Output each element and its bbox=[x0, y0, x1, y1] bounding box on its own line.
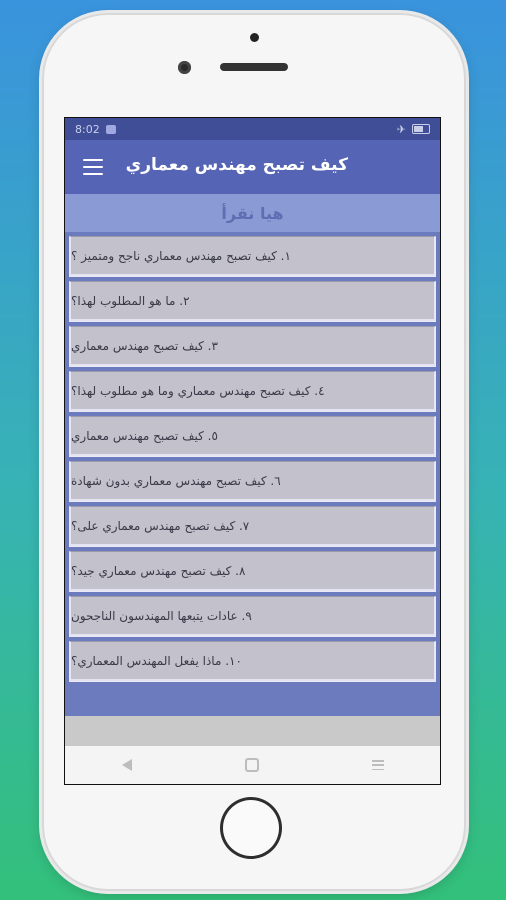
app-bar bbox=[65, 140, 440, 194]
back-icon[interactable] bbox=[122, 759, 132, 771]
sensor-dot bbox=[250, 33, 259, 42]
list-item-label: ٤. كيف تصبح مهندس معماري وما هو مطلوب لهذا؟ bbox=[71, 383, 325, 398]
android-nav-bar bbox=[65, 746, 440, 784]
battery-icon bbox=[412, 124, 430, 134]
list-item[interactable] bbox=[69, 596, 436, 636]
status-time: 8:02 bbox=[75, 122, 100, 136]
home-icon[interactable] bbox=[245, 758, 259, 772]
status-bar bbox=[65, 118, 440, 140]
banner-label: هيا نقرأ bbox=[221, 203, 284, 223]
physical-home-button[interactable] bbox=[220, 797, 282, 859]
front-camera bbox=[178, 61, 191, 74]
list-item[interactable] bbox=[69, 551, 436, 591]
airplane-icon: ✈ bbox=[396, 122, 406, 136]
list-item-label: ٦. كيف تصبح مهندس معماري بدون شهادة bbox=[71, 473, 281, 488]
list-item[interactable] bbox=[69, 236, 436, 276]
hamburger-menu-icon[interactable] bbox=[83, 159, 103, 175]
list-item-label: ٥. كيف تصبح مهندس معماري bbox=[71, 428, 218, 443]
list-item-label: ٧. كيف تصبح مهندس معماري على؟ bbox=[71, 518, 250, 533]
list-item-label: ٢. ما هو المطلوب لهذا؟ bbox=[71, 293, 190, 308]
list-item-label: ١. كيف تصبح مهندس معماري ناجح ومتميز ؟ bbox=[71, 248, 291, 263]
read-banner[interactable] bbox=[65, 194, 440, 232]
list-item[interactable] bbox=[69, 506, 436, 546]
list-item[interactable] bbox=[69, 326, 436, 366]
status-icons bbox=[397, 123, 430, 136]
list-item-label: ٨. كيف تصبح مهندس معماري جيد؟ bbox=[71, 563, 246, 578]
notification-icon bbox=[106, 125, 116, 134]
list-item[interactable] bbox=[69, 416, 436, 456]
list-item-label: ١٠. ماذا يفعل المهندس المعماري؟ bbox=[71, 653, 242, 668]
phone-frame bbox=[42, 13, 466, 891]
ad-placeholder-strip bbox=[65, 716, 440, 746]
status-left bbox=[75, 123, 116, 136]
app-screen bbox=[64, 117, 441, 785]
list-item-label: ٩. عادات يتبعها المهندسون الناجحون bbox=[71, 608, 252, 623]
list-item[interactable] bbox=[69, 641, 436, 681]
list-item-label: ٣. كيف تصبح مهندس معماري bbox=[71, 338, 218, 353]
recent-apps-icon[interactable] bbox=[372, 760, 384, 770]
app-title: كيف تصبح مهندس معماري bbox=[125, 155, 348, 175]
topics-list bbox=[65, 232, 440, 681]
list-item[interactable] bbox=[69, 371, 436, 411]
list-item[interactable] bbox=[69, 461, 436, 501]
list-item[interactable] bbox=[69, 281, 436, 321]
earpiece-speaker bbox=[220, 63, 288, 71]
